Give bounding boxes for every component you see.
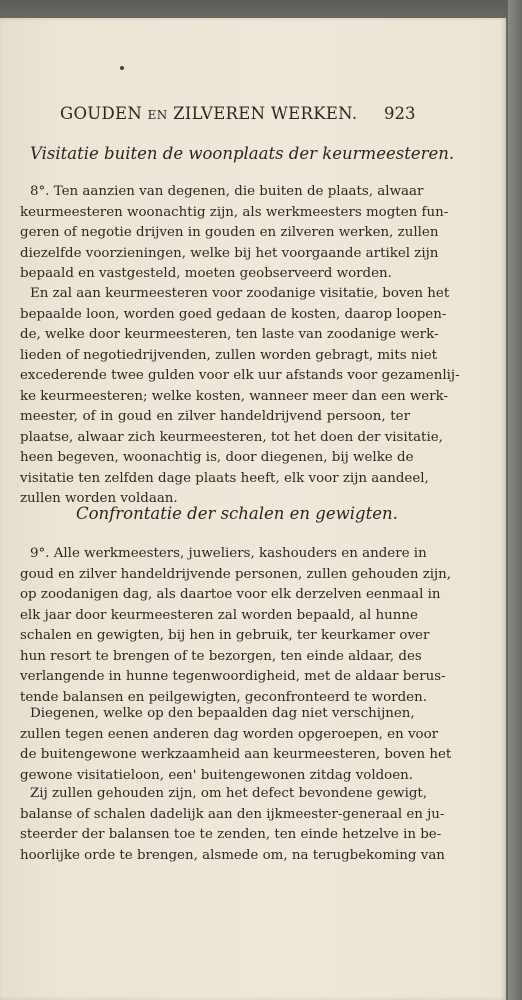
text-line: Zij zullen gehouden zijn, om het defect bevondene gewigt,: [30, 786, 428, 801]
paragraph-diegenen: [20, 704, 452, 786]
text-line: goud en zilver handeldrijvende personen, zullen gehouden zijn,: [20, 566, 452, 582]
paragraph-kosten: [20, 284, 460, 510]
text-line: Diegenen, welke op den bepaalden dag niet verschijnen,: [30, 706, 415, 721]
text-line: elk jaar door keurmeesteren zal worden bepaald, al hunne: [20, 607, 418, 623]
text-line: bepaald en vastgesteld, moeten geobserveerd worden.: [20, 266, 392, 281]
text-line: de buitengewone werkzaamheid aan keurmeesteren, boven het: [20, 747, 452, 762]
running-head-part1: GOUDEN: [60, 104, 148, 123]
running-head-small: EN: [147, 108, 168, 122]
text-line: de, welke door keurmeesteren, ten laste van zoodanige werk-: [20, 327, 439, 342]
text-line: ke keurmeesteren; welke kosten, wanneer meer dan een werk-: [20, 388, 449, 404]
text-line: bepaalde loon, worden goed gedaan de kosten, daarop loopen-: [20, 306, 447, 322]
text-line: meester, of in goud en zilver handeldrijvend persoon, ter: [20, 409, 410, 424]
section-heading-visitatie: Visitatie buiten de woonplaats der keurmeesteren.: [30, 144, 455, 163]
book-page: [0, 18, 506, 1000]
paragraph-8: [20, 182, 449, 285]
text-line: steerder der balansen toe te zenden, ten einde hetzelve in be-: [20, 827, 442, 842]
text-line: zullen tegen eenen anderen dag worden opgeroepen, en voor: [20, 726, 439, 742]
text-line: 9°. Alle werkmeesters, juweliers, kashouders en andere in: [30, 546, 427, 561]
text-line: diezelfde voorzieningen, welke bij het voorgaande artikel zijn: [20, 245, 439, 261]
text-line: gewone visitatieloon, een' buitengewonen zitdag voldoen.: [20, 767, 414, 783]
paragraph-9: [20, 544, 452, 708]
scan-border-right: [508, 0, 522, 1000]
section-heading-confrontatie: Confrontatie der schalen en gewigten.: [76, 504, 398, 523]
ink-dot: [120, 66, 124, 70]
text-line: 8°. Ten aanzien van degenen, die buiten de plaats, alwaar: [30, 184, 424, 199]
text-line: visitatie ten zelfden dage plaats heeft, elk voor zijn aandeel,: [20, 470, 429, 486]
text-line: balanse of schalen dadelijk aan den ijkmeester-generaal en ju-: [20, 806, 445, 822]
text-line: tende balansen en peilgewigten, geconfronteerd te worden.: [20, 689, 427, 705]
text-line: excederende twee gulden voor elk uur afstands voor gezamenlij-: [20, 368, 460, 383]
text-line: schalen en gewigten, bij hen in gebruik, ter keurkamer over: [20, 628, 430, 643]
page-number: 923: [384, 104, 416, 123]
text-line: keurmeesteren woonachtig zijn, als werkmeesters mogten fun-: [20, 204, 449, 220]
text-line: hoorlijke orde te brengen, alsmede om, na terugbekoming van: [20, 847, 445, 863]
paragraph-defect: [20, 784, 445, 866]
text-line: geren of negotie drijven in gouden en zilveren werken, zullen: [20, 225, 439, 240]
running-head-part2: ZILVEREN WERKEN.: [167, 104, 358, 123]
text-line: verlangende in hunne tegenwoordigheid, met de aldaar berus-: [20, 669, 446, 684]
text-line: lieden of negotiedrijvenden, zullen worden gebragt, mits niet: [20, 347, 438, 363]
text-line: op zoodanigen dag, als daartoe voor elk derzelven eenmaal in: [20, 587, 441, 602]
text-line: zullen worden voldaan.: [20, 491, 178, 506]
text-line: En zal aan keurmeesteren voor zoodanige visitatie, boven het: [30, 286, 450, 301]
text-line: heen begeven, woonachtig is, door diegenen, bij welke de: [20, 450, 414, 465]
text-line: hun resort te brengen of te bezorgen, ten einde aldaar, des: [20, 648, 422, 664]
text-line: plaatse, alwaar zich keurmeesteren, tot het doen der visitatie,: [20, 429, 443, 445]
